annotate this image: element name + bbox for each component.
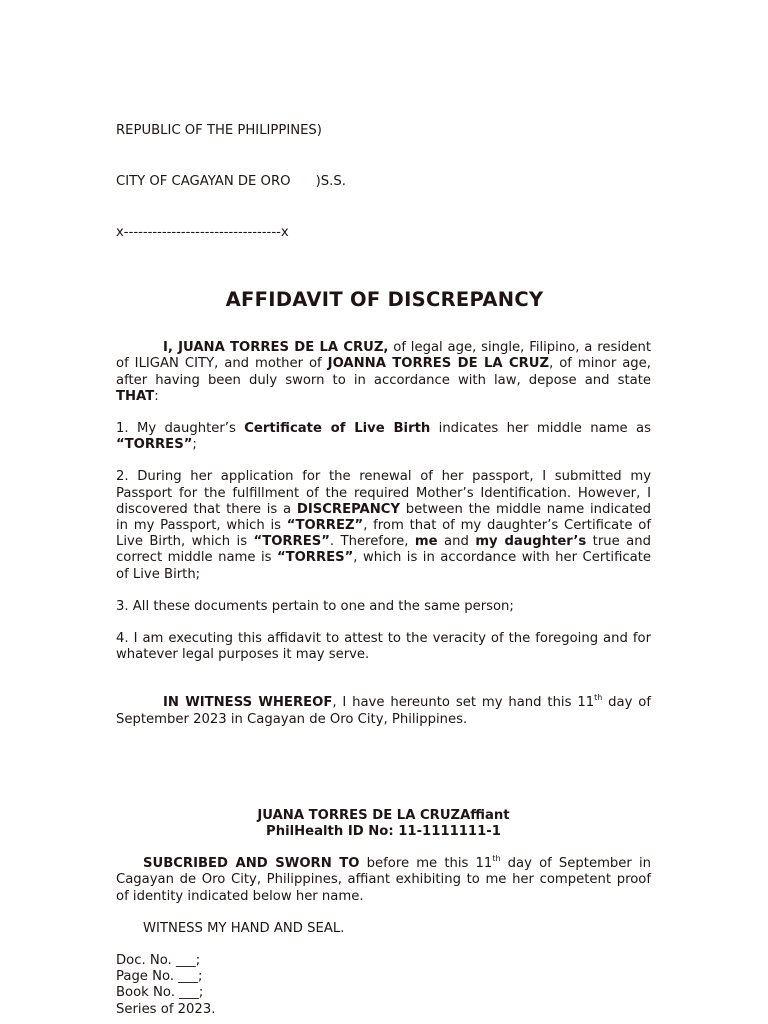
affiant-name: I, JUANA TORRES DE LA CRUZ, — [163, 340, 389, 356]
venue-city: CITY OF CAGAYAN DE ORO )S.S. — [116, 174, 346, 189]
intro-colon: : — [154, 388, 159, 404]
book-number: Book No. ___; — [116, 985, 204, 1001]
statement-2-text-e: and — [437, 534, 476, 550]
statement-2-text-g: , which is in accordance with her Certificate of Live Birth; — [116, 550, 651, 582]
intro-text-1: of legal age, single, Filipino, a resident of ILIGAN CITY, and mother of — [116, 340, 651, 372]
statement-2-text-c: , from that of my daughter’s Certificate of Live Birth, which is — [116, 518, 651, 550]
statement-2-text-f: true and correct middle name is — [116, 534, 651, 566]
statement-3: 3. All these documents pertain to one and the same person; — [116, 598, 514, 614]
signature-block — [116, 808, 651, 840]
statement-2 — [116, 469, 651, 582]
witness-text-a: , I have hereunto set my hand this 11 — [332, 695, 595, 711]
notarial-register — [116, 953, 651, 1018]
jurat-heading: SUBCRIBED AND SWORN TO — [143, 856, 360, 872]
jurat-ordinal: th — [492, 854, 501, 864]
statement-1-text-c: ; — [192, 437, 197, 453]
statement-2-text-b: between the middle name indicated in my Passport, which is — [116, 501, 651, 534]
jurat-text-a: before me this 11 — [359, 856, 493, 872]
affidavit-document — [116, 88, 651, 1018]
statement-1-bold-b: “TORRES” — [116, 437, 193, 453]
affiant-signature-name: JUANA TORRES DE LA CRUZAffiant — [257, 807, 510, 823]
statement-1-bold-a: Certificate of Live Birth — [244, 421, 431, 437]
statement-2-bold-f: “TORRES” — [276, 550, 354, 566]
statement-2-bold-a: DISCREPANCY — [296, 501, 401, 517]
witness-ordinal: th — [594, 693, 603, 703]
venue-republic: REPUBLIC OF THE PHILIPPINES) — [116, 123, 322, 138]
hand-and-seal: WITNESS MY HAND AND SEAL. — [143, 920, 345, 936]
page-number: Page No. ___; — [116, 969, 203, 985]
statement-2-bold-c: “TORRES” — [253, 534, 330, 550]
intro-paragraph — [116, 340, 651, 405]
intro-that: THAT — [116, 388, 155, 404]
statement-2-text-d: . Therefore, — [329, 534, 415, 550]
statement-1 — [116, 421, 651, 453]
statement-2-bold-b: “TORREZ” — [286, 518, 364, 534]
child-name: JOANNA TORRES DE LA CRUZ — [327, 356, 550, 372]
jurat-text-b: day of September in Cagayan de Oro City, Philippines, affiant exhibiting to me her competent proof of identity indicated below her name. — [116, 856, 651, 904]
intro-text-2: , of minor age, after having been duly sworn to in accordance with law, depose and state — [116, 356, 651, 388]
doc-number: Doc. No. ___; — [116, 953, 201, 969]
venue-header — [116, 88, 651, 275]
statement-2-bold-d: me — [414, 534, 438, 550]
statement-2-bold-e: my daughter’s — [475, 534, 587, 550]
series-year: Series of 2023. — [116, 1001, 216, 1017]
venue-divider: x---------------------------------x — [116, 225, 289, 240]
document-title: AFFIDAVIT OF DISCREPANCY — [225, 288, 544, 311]
witness-heading: IN WITNESS WHEREOF — [163, 695, 333, 711]
statement-1-text-b: indicates her middle name as — [430, 421, 651, 437]
witness-paragraph — [116, 695, 651, 727]
jurat-paragraph — [116, 856, 651, 905]
witness-text-b: day of September 2023 in Cagayan de Oro City, Philippines. — [116, 695, 651, 727]
statement-4: 4. I am executing this affidavit to attest to the veracity of the foregoing and for whatever legal purposes it may serve. — [116, 631, 651, 663]
statement-1-text-a: 1. My daughter’s — [116, 421, 245, 437]
statement-2-text-a: 2. During her application for the renewal of her passport, I submitted my Passport for the fulfillment of the required Mother’s Identification. However, I discovered that there is a — [116, 469, 651, 517]
affiant-id-number: PhilHealth ID No: 11-1111111-1 — [266, 824, 501, 840]
